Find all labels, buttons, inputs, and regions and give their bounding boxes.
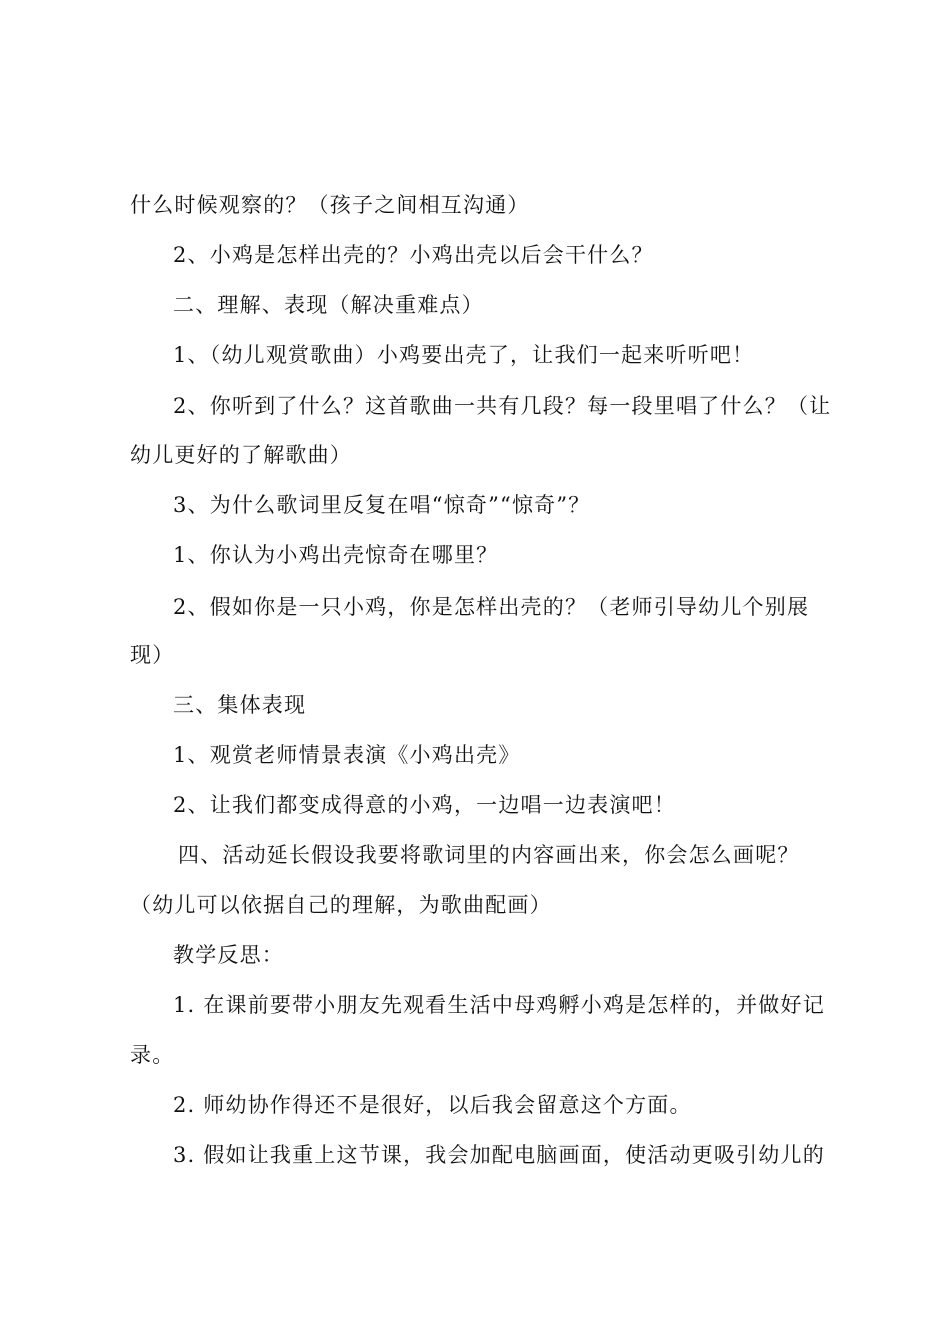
text-line: 2、小鸡是怎样出壳的？小鸡出壳以后会干什么？ — [173, 243, 654, 267]
section-heading: 三、集体表现 — [173, 693, 307, 717]
text-line: 2、你听到了什么？这首歌曲一共有几段？每一段里唱了什么？（让 — [173, 394, 832, 418]
text-line: 幼儿更好的了解歌曲） — [130, 443, 352, 467]
text-line: 2、假如你是一只小鸡，你是怎样出壳的？（老师引导幼儿个别展 — [173, 595, 810, 619]
text-line: 2. 师幼协作得还不是很好，以后我会留意这个方面。 — [173, 1093, 692, 1117]
section-heading: 教学反思： — [173, 943, 284, 967]
text-line: 1、（幼儿观赏歌曲）小鸡要出壳了，让我们一起来听听吧！ — [173, 343, 755, 367]
section-heading: 二、理解、表现（解决重难点） — [173, 293, 484, 317]
text-line: 现） — [130, 643, 175, 667]
section-heading: 四、活动延长假设我要将歌词里的内容画出来，你会怎么画呢？ — [178, 843, 800, 867]
text-line: 什么时候观察的？（孩子之间相互沟通） — [130, 193, 530, 217]
text-line: 1. 在课前要带小朋友先观看生活中母鸡孵小鸡是怎样的，并做好记 — [173, 993, 825, 1017]
text-line: 2、让我们都变成得意的小鸡，一边唱一边表演吧！ — [173, 793, 676, 817]
text-line: 1、观赏老师情景表演《小鸡出壳》 — [173, 743, 521, 767]
text-line: （幼儿可以依据自己的理解，为歌曲配画） — [130, 893, 552, 917]
text-line: 3、为什么歌词里反复在唱“惊奇”“惊奇”？ — [173, 493, 591, 517]
text-line: 1、你认为小鸡出壳惊奇在哪里？ — [173, 543, 499, 567]
text-line: 录。 — [130, 1043, 175, 1067]
text-line: 3. 假如让我重上这节课，我会加配电脑画面，使活动更吸引幼儿的 — [173, 1143, 825, 1167]
